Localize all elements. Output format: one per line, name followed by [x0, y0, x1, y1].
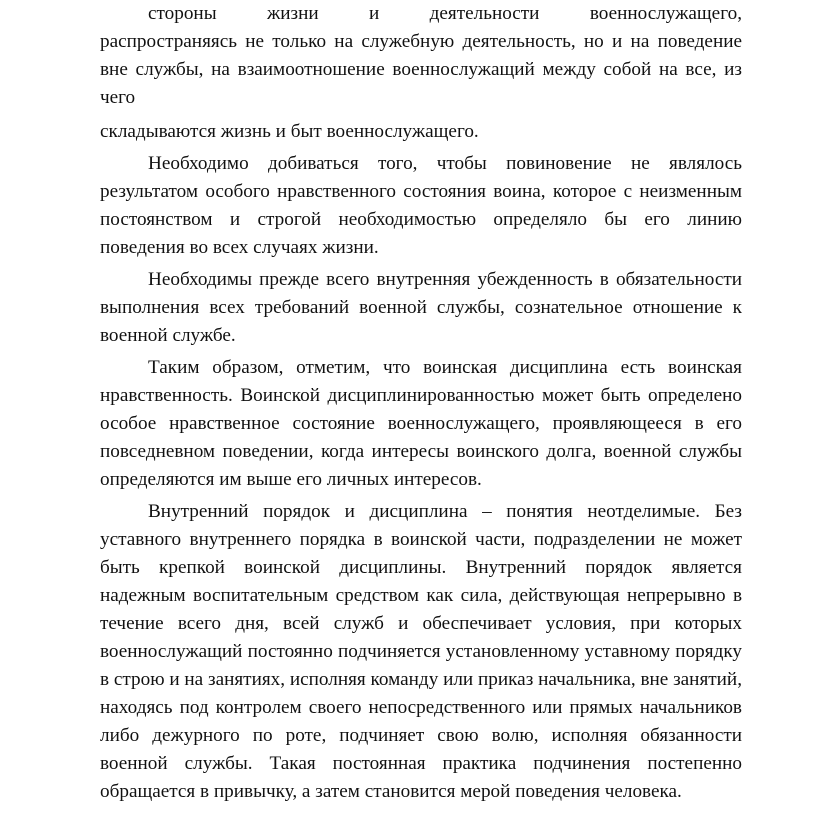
paragraph-continuation-first-line: стороны жизни и деятельности военнослужащего, — [148, 3, 742, 24]
paragraph-conviction: Необходимы прежде всего внутренняя убежденность в обязательности выполнения всех требований военной службы, сознательное отношение к военной службе. — [100, 269, 742, 346]
paragraph-obedience: Необходимо добиваться того, чтобы повиновение не являлось результатом особого нравственного состояния воина, которое с неизменным постоянством и строгой необходимостью определяло бы его линию поведения во всех случаях жизни. — [100, 153, 742, 258]
paragraph-discipline-morality: Таким образом, отметим, что воинская дисциплина есть воинская нравственность. Воинской дисциплинированностью может быть определено особое нравственное состояние военнослужащего, проявляющееся в его повседневном поведении, когда интересы воинского долга, военной службы определяются им выше его личных интересов. — [100, 357, 742, 490]
document-page — [100, 0, 742, 806]
paragraph-internal-order: Внутренний порядок и дисциплина – понятия неотделимые. Без уставного внутреннего порядка в воинской части, подразделении не может быть крепкой воинской дисциплины. Внутренний порядок является надежным воспитательным средством как сила, действующая непрерывно в течение всего дня, всей служб и обеспечивает условия, при которых военнослужащий постоянно подчиняется установленному уставному порядку в строю и на занятиях, исполняя команду или приказ начальника, вне занятий, находясь под контролем своего непосредственного или прямых начальников либо дежурного по роте, подчиняет свою волю, исполняя обязанности военной службы. Такая постоянная практика подчинения постепенно обращается в привычку, а затем становится мерой поведения человека. — [100, 501, 742, 802]
paragraph-continuation-end: складываются жизнь и быт военнослужащего. — [100, 121, 479, 142]
paragraph-continuation: распространяясь не только на служебную деятельность, но и на поведение вне службы, на взаимоотношение военнослужащий между собой на все, из чего — [100, 31, 742, 108]
